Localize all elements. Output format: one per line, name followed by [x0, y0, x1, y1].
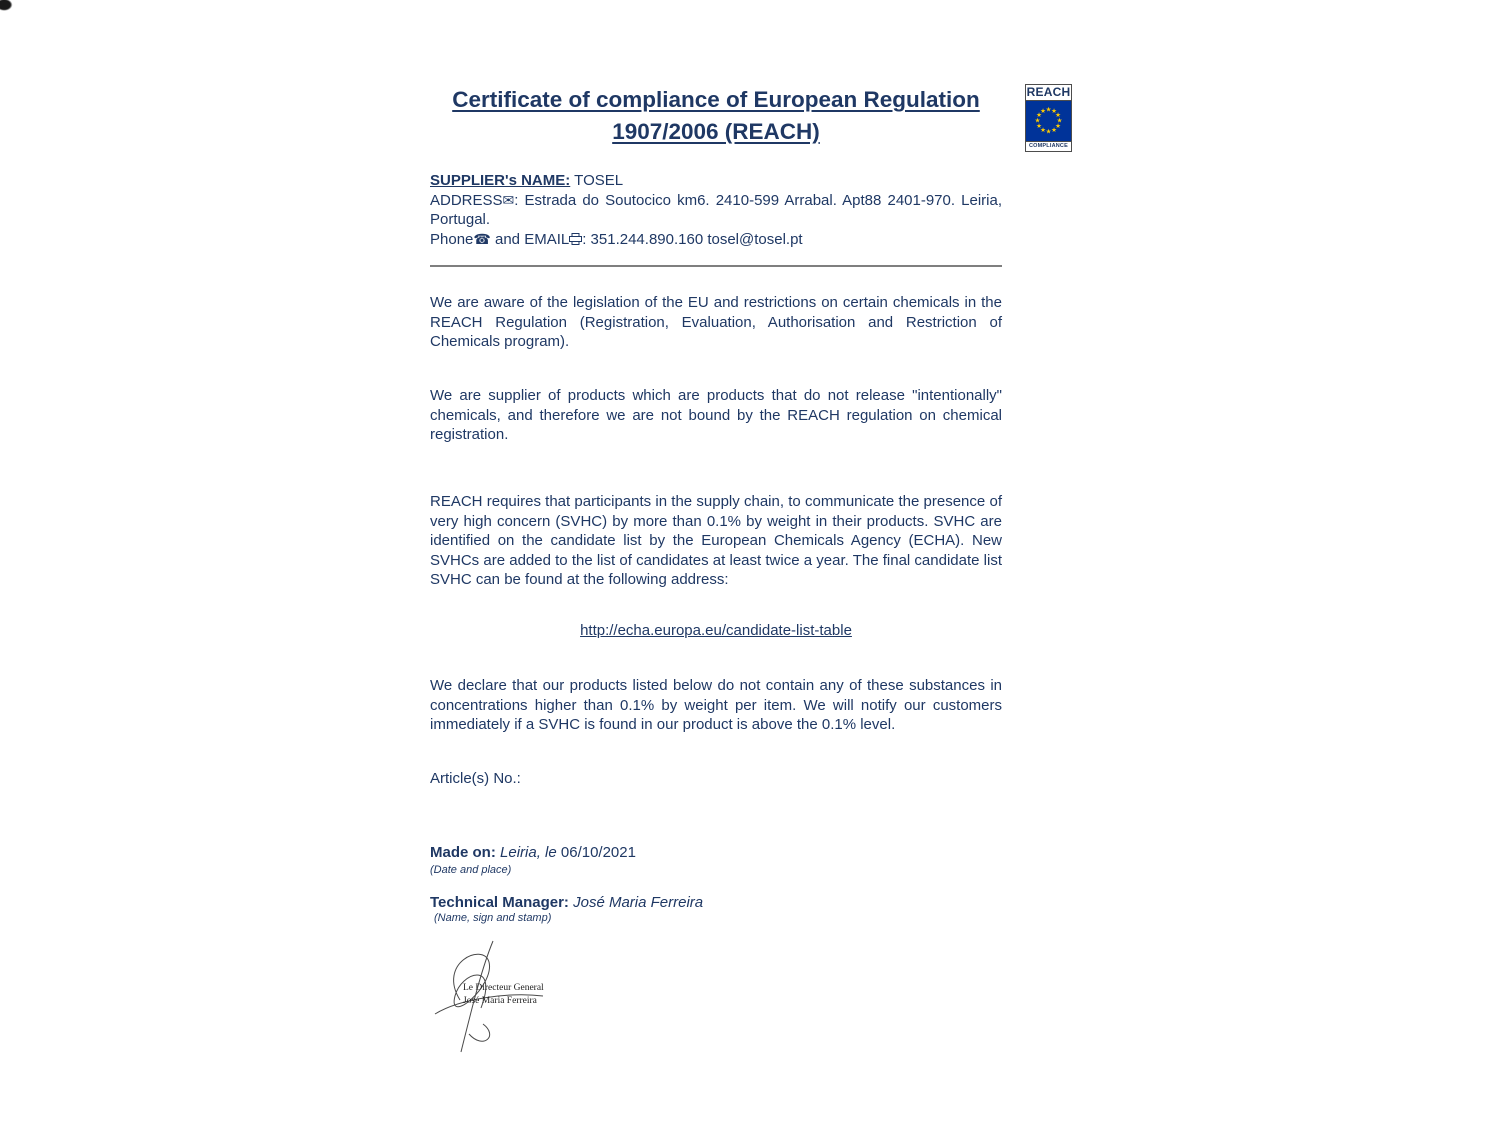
compliance-logo-text: COMPLIANCE: [1026, 141, 1071, 151]
address-value: : Estrada do Soutocico km6. 2410-599 Arrabal. Apt88 2401-970. Leiria, Portugal.: [430, 191, 1002, 228]
svg-text:★: ★: [1040, 107, 1046, 115]
paragraph-declaration: We declare that our products listed below do not contain any of these substances in concentrations higher than 0.1% by weight per item. We will notify our customers immediately if a SVHC is found in our product is above the 0.1% level.: [430, 677, 1002, 733]
section-divider: [430, 265, 1002, 267]
phone-label: Phone: [430, 230, 474, 248]
technical-manager-name: José Maria Ferreira: [573, 894, 704, 911]
made-on-line: [430, 843, 1002, 863]
svg-text:★: ★: [1034, 116, 1041, 125]
article-number-label: Article(s) No.:: [430, 770, 521, 787]
stamp-text: [463, 982, 544, 1008]
title-line-1: Certificate of compliance of European Regulation: [452, 87, 980, 112]
svg-text:★: ★: [1056, 116, 1063, 125]
stamp-line-2: José Maria Ferreira: [463, 996, 537, 1006]
svg-text:★: ★: [1036, 122, 1042, 130]
date-place-note: (Date and place): [430, 864, 512, 876]
phone-icon: ☎: [473, 230, 491, 247]
page-title: [430, 84, 1002, 148]
signature-area: [425, 938, 585, 1056]
svg-text:★: ★: [1040, 126, 1046, 134]
address-label: ADDRESS: [430, 191, 503, 209]
fax-icon: [569, 231, 582, 248]
scan-artifact: [0, 0, 14, 12]
paragraph-svhc-requirements: REACH requires that participants in the supply chain, to communicate the presence of very high concern (SVHC) by more than 0.1% by weight in their products. SVHC are identified on the candidate list by the European Chemicals Agency (ECHA). New SVHCs are added to the list of candidates at least twice a year. The final candidate list SVHC can be found at the following address:: [430, 493, 1002, 588]
eu-flag-icon: [1026, 101, 1071, 141]
svg-text:★: ★: [1051, 126, 1057, 134]
svg-text:★: ★: [1055, 111, 1061, 119]
email-label: and EMAIL: [495, 230, 570, 248]
supplier-block: [430, 171, 1002, 249]
reach-logo-text: REACH: [1026, 85, 1071, 99]
made-on-place: Leiria, le: [500, 844, 557, 861]
svg-text:★: ★: [1055, 122, 1061, 130]
made-on-label: Made on:: [430, 844, 496, 861]
svg-text:★: ★: [1051, 107, 1057, 115]
stamp-line-1: Le Directeur General: [463, 983, 544, 993]
made-on-date: 06/10/2021: [560, 844, 636, 861]
reach-compliance-logo: [1025, 84, 1072, 152]
candidate-list-link[interactable]: http://echa.europa.eu/candidate-list-table: [580, 622, 852, 639]
technical-manager-label: Technical Manager:: [430, 894, 569, 911]
candidate-list-link-row: [430, 621, 1002, 641]
paragraph-awareness: We are aware of the legislation of the EU and restrictions on certain chemicals in the REACH Regulation (Registration, Evaluation, Authorisation and Restriction of Chemicals program).: [430, 294, 1002, 350]
name-sign-stamp-note: (Name, sign and stamp): [434, 912, 552, 924]
svg-text:★: ★: [1036, 111, 1042, 119]
supplier-name-value: TOSEL: [574, 172, 624, 189]
technical-manager-line: [430, 893, 1002, 913]
contact-value: : 351.244.890.160 tosel@tosel.pt: [582, 230, 803, 248]
title-line-2: 1907/2006 (REACH): [612, 119, 820, 144]
paragraph-supplier-statement: We are supplier of products which are products that do not release "intentionally" chemicals, and therefore we are not bound by the REACH regulation on chemical registration.: [430, 387, 1002, 443]
svg-text:★: ★: [1045, 105, 1052, 114]
envelope-icon: ✉: [502, 191, 515, 208]
svg-text:★: ★: [1045, 127, 1052, 136]
supplier-name-label: SUPPLIER's NAME:: [430, 172, 571, 189]
